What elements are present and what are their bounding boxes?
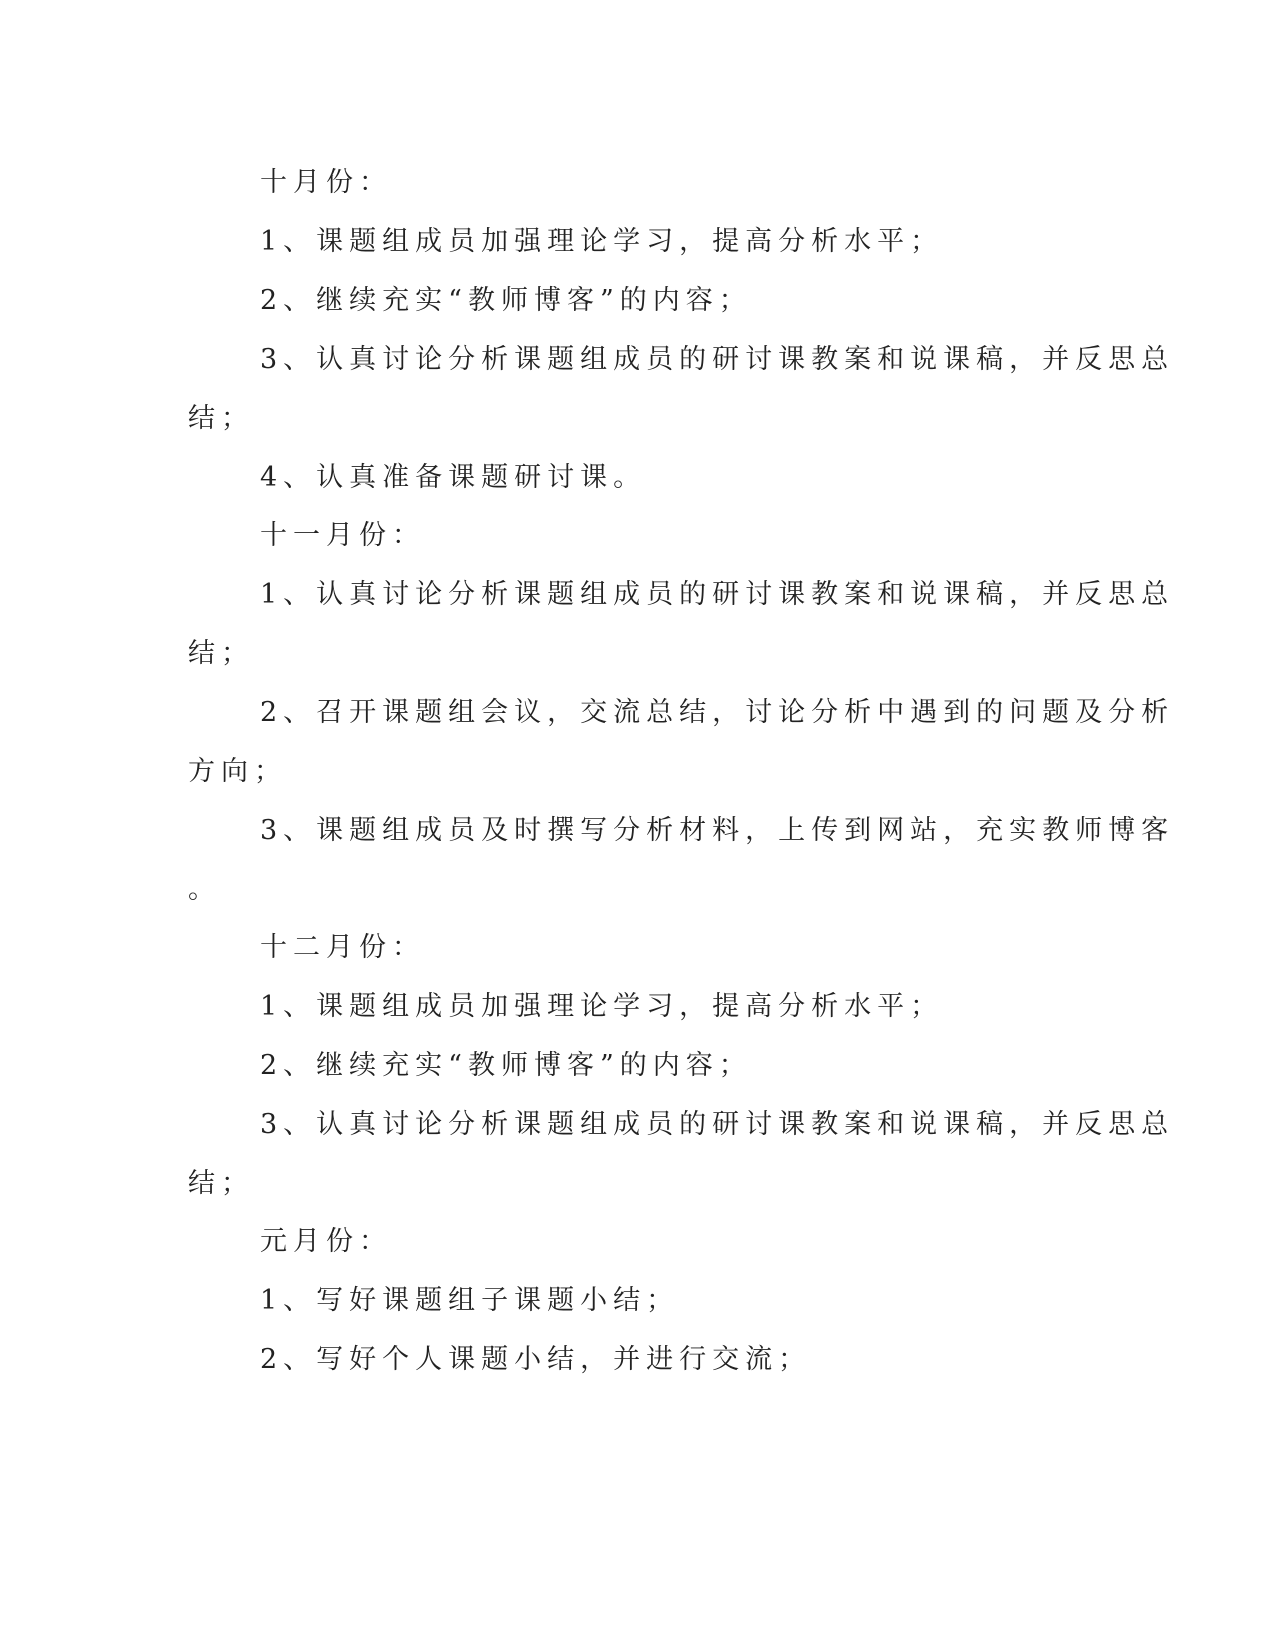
december-item-3: 3、认真讨论分析课题组成员的研讨课教案和说课稿，并反思总	[260, 1109, 1175, 1140]
november-item-1: 1、认真讨论分析课题组成员的研讨课教案和说课稿，并反思总	[260, 579, 1175, 610]
november-item-1-continued: 结；	[188, 638, 254, 669]
november-item-3: 3、课题组成员及时撰写分析材料，上传到网站，充实教师博客	[260, 815, 1175, 846]
december-item-2: 2、继续充实“教师博客”的内容；	[260, 1050, 752, 1081]
january-heading: 元月份：	[260, 1226, 392, 1257]
january-item-1: 1、写好课题组子课题小结；	[260, 1285, 680, 1316]
october-heading: 十月份：	[260, 167, 392, 198]
november-item-2-continued: 方向；	[188, 756, 287, 787]
january-item-2: 2、写好个人课题小结，并进行交流；	[260, 1344, 812, 1375]
december-item-1: 1、课题组成员加强理论学习，提高分析水平；	[260, 991, 944, 1022]
december-item-3-continued: 结；	[188, 1168, 254, 1199]
november-item-3-continued: 。	[188, 874, 221, 905]
november-heading: 十一月份：	[260, 520, 425, 551]
october-item-3-continued: 结；	[188, 403, 254, 434]
october-item-1: 1、课题组成员加强理论学习，提高分析水平；	[260, 226, 944, 257]
december-heading: 十二月份：	[260, 932, 425, 963]
november-item-2: 2、召开课题组会议，交流总结，讨论分析中遇到的问题及分析	[260, 697, 1175, 728]
october-item-4: 4、认真准备课题研讨课。	[260, 462, 647, 493]
october-item-2: 2、继续充实“教师博客”的内容；	[260, 285, 752, 316]
october-item-3: 3、认真讨论分析课题组成员的研讨课教案和说课稿，并反思总	[260, 344, 1175, 375]
